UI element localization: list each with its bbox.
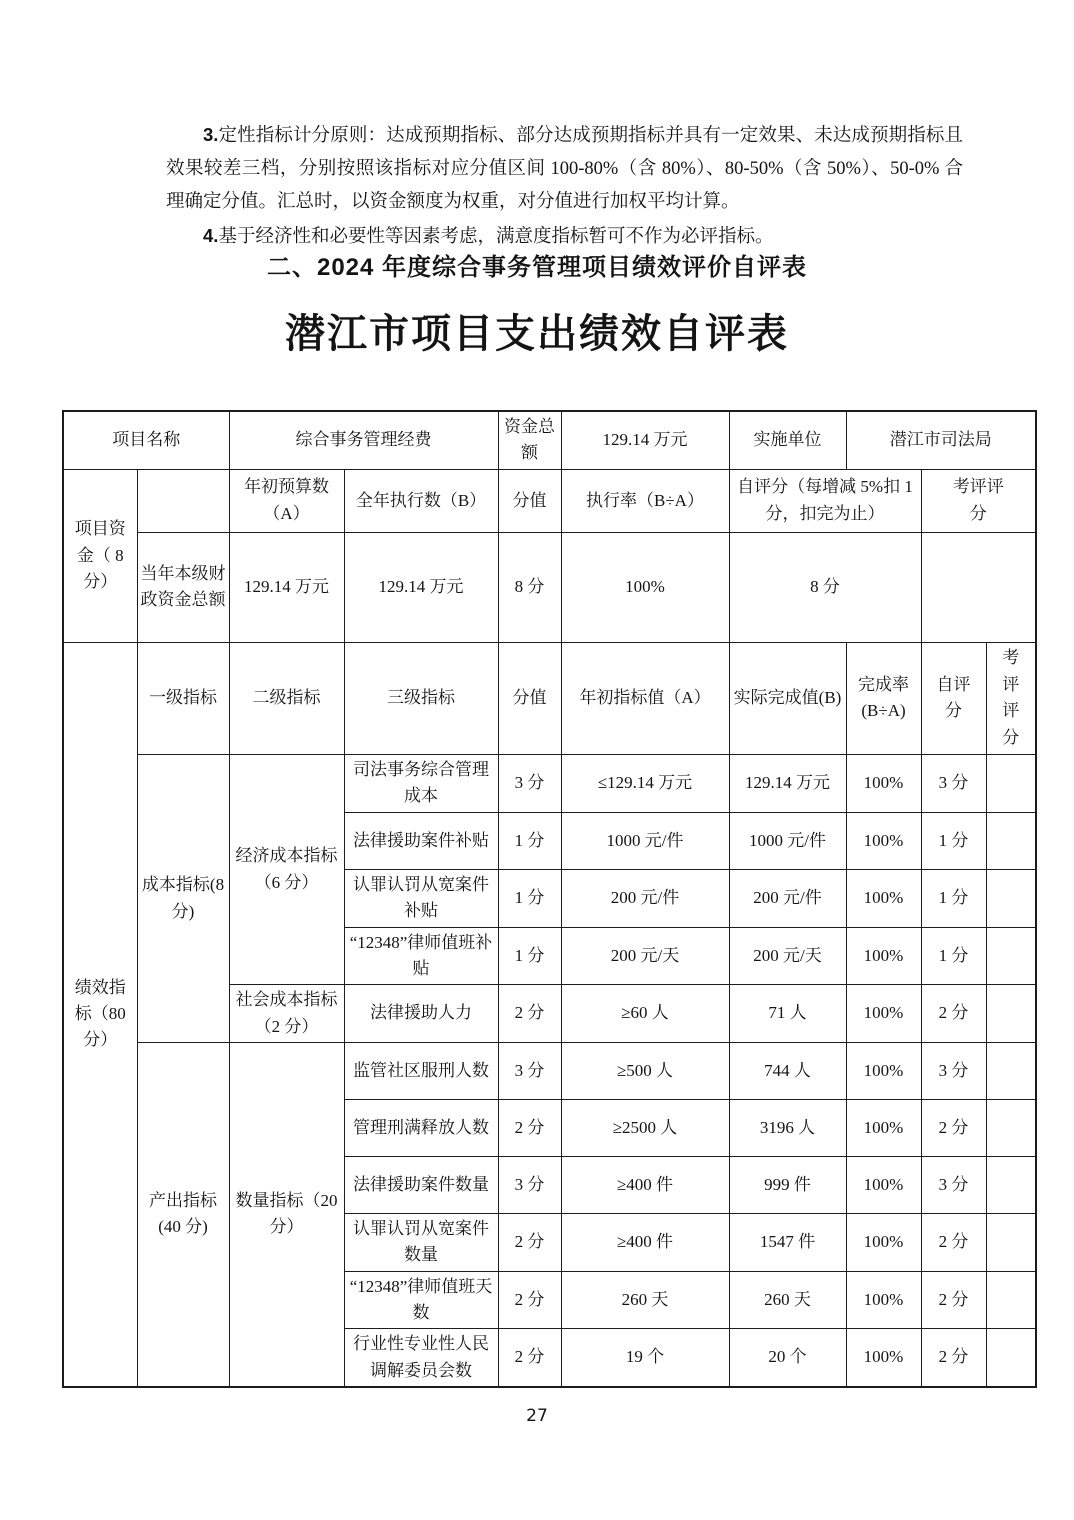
note-4-number: 4.: [203, 225, 219, 246]
note-3-text: 定性指标计分原则：达成预期指标、部分达成预期指标并具有一定效果、未达成预期指标且效果较差三档，分别按照该指标对应分值区间 100-80%（含 80%）、80-50%（含 50%）、50-0% 合理确定分值。汇总时，以资金额度为权重，对分值进行加权平均计算。: [166, 126, 963, 212]
score-value: 3 分: [498, 1156, 561, 1213]
review-score-value: [986, 1042, 1036, 1099]
review-score-value: [986, 985, 1036, 1043]
level3-name: 行业性专业性人民调解委员会数: [344, 1329, 498, 1387]
level3-name: “12348”律师值班补贴: [344, 927, 498, 985]
rate-value: 100%: [846, 1156, 921, 1213]
actual-value: 129.14 万元: [729, 755, 846, 813]
score-value: 2 分: [498, 1329, 561, 1387]
implement-unit-label: 实施单位: [729, 411, 846, 469]
review-score-value: [986, 1329, 1036, 1387]
self-score-value: 2 分: [921, 985, 986, 1043]
funding-header-row: [63, 469, 1036, 532]
actual-header: 实际完成值(B): [729, 642, 846, 754]
funding-self-score-header: 自评分（每增减 5%扣 1 分，扣完为止）: [729, 469, 921, 532]
level3-header: 三级指标: [344, 642, 498, 754]
actual-value: 200 元/天: [729, 927, 846, 985]
funding-self-score-value: 8 分: [729, 532, 921, 642]
self-score-value: 3 分: [921, 1156, 986, 1213]
actual-value: 3196 人: [729, 1099, 846, 1156]
funding-data-row: [63, 532, 1036, 642]
funding-review-score-value: [921, 532, 1036, 642]
level3-name: 法律援助人力: [344, 985, 498, 1043]
rate-header: 完成率(B÷A): [846, 642, 921, 754]
funding-budget-header: 年初预算数（A）: [229, 469, 344, 532]
self-score-value: 2 分: [921, 1329, 986, 1387]
self-score-value: 2 分: [921, 1271, 986, 1329]
level3-name: 监管社区服刑人数: [344, 1042, 498, 1099]
level1-cost: 成本指标(8 分): [137, 755, 229, 1043]
level3-name: 认罪认罚从宽案件补贴: [344, 869, 498, 927]
actual-value: 20 个: [729, 1329, 846, 1387]
rate-value: 100%: [846, 1099, 921, 1156]
target-value: ≥60 人: [561, 985, 729, 1043]
review-score-value: [986, 869, 1036, 927]
rate-value: 100%: [846, 869, 921, 927]
self-score-value: 3 分: [921, 755, 986, 813]
level3-name: 管理刑满释放人数: [344, 1099, 498, 1156]
level1-output: 产出指标(40 分): [137, 1042, 229, 1387]
table-row: [63, 1042, 1036, 1099]
funding-score-header: 分值: [498, 469, 561, 532]
target-value: 200 元/天: [561, 927, 729, 985]
funding-empty-cell: [137, 469, 229, 532]
actual-value: 1547 件: [729, 1213, 846, 1271]
review-score-value: [986, 1099, 1036, 1156]
target-value: ≥500 人: [561, 1042, 729, 1099]
table-title: 潜江市项目支出绩效自评表: [285, 311, 789, 356]
funding-rate-header: 执行率（B÷A）: [561, 469, 729, 532]
rate-value: 100%: [846, 1329, 921, 1387]
score-header: 分值: [498, 642, 561, 754]
level3-name: 法律援助案件数量: [344, 1156, 498, 1213]
note-3: [166, 118, 963, 219]
self-score-header: 自评分: [921, 642, 986, 754]
review-score-value: [986, 755, 1036, 813]
indicator-header-row: [63, 642, 1036, 754]
funding-review-score-header: 考评评分: [921, 469, 1036, 532]
self-score-value: 2 分: [921, 1213, 986, 1271]
funding-row-label: 当年本级财政资金总额: [137, 532, 229, 642]
target-value: ≥400 件: [561, 1213, 729, 1271]
score-value: 1 分: [498, 869, 561, 927]
score-value: 3 分: [498, 1042, 561, 1099]
funding-budget-value: 129.14 万元: [229, 532, 344, 642]
note-4: [166, 219, 963, 254]
self-score-value: 1 分: [921, 927, 986, 985]
table-row: [63, 755, 1036, 813]
page-number: 27: [526, 1406, 548, 1426]
score-value: 2 分: [498, 1271, 561, 1329]
actual-value: 999 件: [729, 1156, 846, 1213]
self-score-value: 1 分: [921, 869, 986, 927]
level2-quantity: 数量指标（20 分）: [229, 1042, 344, 1387]
level3-name: 认罪认罚从宽案件数量: [344, 1213, 498, 1271]
indicator-section-label: 绩效指标（80 分）: [63, 642, 137, 1387]
target-header: 年初指标值（A）: [561, 642, 729, 754]
funding-score-value: 8 分: [498, 532, 561, 642]
target-value: ≥2500 人: [561, 1099, 729, 1156]
target-value: 200 元/件: [561, 869, 729, 927]
target-value: 19 个: [561, 1329, 729, 1387]
actual-value: 71 人: [729, 985, 846, 1043]
rate-value: 100%: [846, 812, 921, 869]
level2-social-cost: 社会成本指标（2 分）: [229, 985, 344, 1043]
self-evaluation-table: [62, 410, 1037, 1388]
self-score-value: 1 分: [921, 812, 986, 869]
review-score-header: 考评评分: [986, 642, 1036, 754]
rate-value: 100%: [846, 1213, 921, 1271]
fund-total-label: 资金总额: [498, 411, 561, 469]
target-value: ≤129.14 万元: [561, 755, 729, 813]
actual-value: 200 元/件: [729, 869, 846, 927]
actual-value: 260 天: [729, 1271, 846, 1329]
review-score-value: [986, 1213, 1036, 1271]
score-value: 1 分: [498, 927, 561, 985]
review-score-value: [986, 812, 1036, 869]
review-score-value: [986, 1271, 1036, 1329]
rate-value: 100%: [846, 755, 921, 813]
target-value: 1000 元/件: [561, 812, 729, 869]
note-3-number: 3.: [203, 124, 219, 145]
project-name-value: 综合事务管理经费: [229, 411, 498, 469]
review-score-value: [986, 1156, 1036, 1213]
actual-value: 1000 元/件: [729, 812, 846, 869]
rate-value: 100%: [846, 1042, 921, 1099]
score-value: 1 分: [498, 812, 561, 869]
score-value: 3 分: [498, 755, 561, 813]
level3-name: 法律援助案件补贴: [344, 812, 498, 869]
target-value: 260 天: [561, 1271, 729, 1329]
implement-unit-value: 潜江市司法局: [846, 411, 1036, 469]
score-value: 2 分: [498, 1099, 561, 1156]
level2-economic-cost: 经济成本指标（6 分）: [229, 755, 344, 985]
target-value: ≥400 件: [561, 1156, 729, 1213]
level2-header: 二级指标: [229, 642, 344, 754]
rate-value: 100%: [846, 927, 921, 985]
level1-header: 一级指标: [137, 642, 229, 754]
note-4-text: 基于经济性和必要性等因素考虑，满意度指标暂可不作为必评指标。: [218, 227, 774, 247]
funding-executed-value: 129.14 万元: [344, 532, 498, 642]
actual-value: 744 人: [729, 1042, 846, 1099]
rate-value: 100%: [846, 985, 921, 1043]
funding-rate-value: 100%: [561, 532, 729, 642]
level3-name: “12348”律师值班天数: [344, 1271, 498, 1329]
project-name-label: 项目名称: [63, 411, 229, 469]
note-paragraphs: [166, 118, 963, 254]
funding-executed-header: 全年执行数（B）: [344, 469, 498, 532]
score-value: 2 分: [498, 985, 561, 1043]
review-score-value: [986, 927, 1036, 985]
level3-name: 司法事务综合管理成本: [344, 755, 498, 813]
section-heading: 二、2024 年度综合事务管理项目绩效评价自评表: [266, 254, 808, 281]
rate-value: 100%: [846, 1271, 921, 1329]
self-score-value: 3 分: [921, 1042, 986, 1099]
self-score-value: 2 分: [921, 1099, 986, 1156]
score-value: 2 分: [498, 1213, 561, 1271]
fund-total-value: 129.14 万元: [561, 411, 729, 469]
funding-section-label: 项目资金（ 8 分）: [63, 469, 137, 642]
project-row: [63, 411, 1036, 469]
